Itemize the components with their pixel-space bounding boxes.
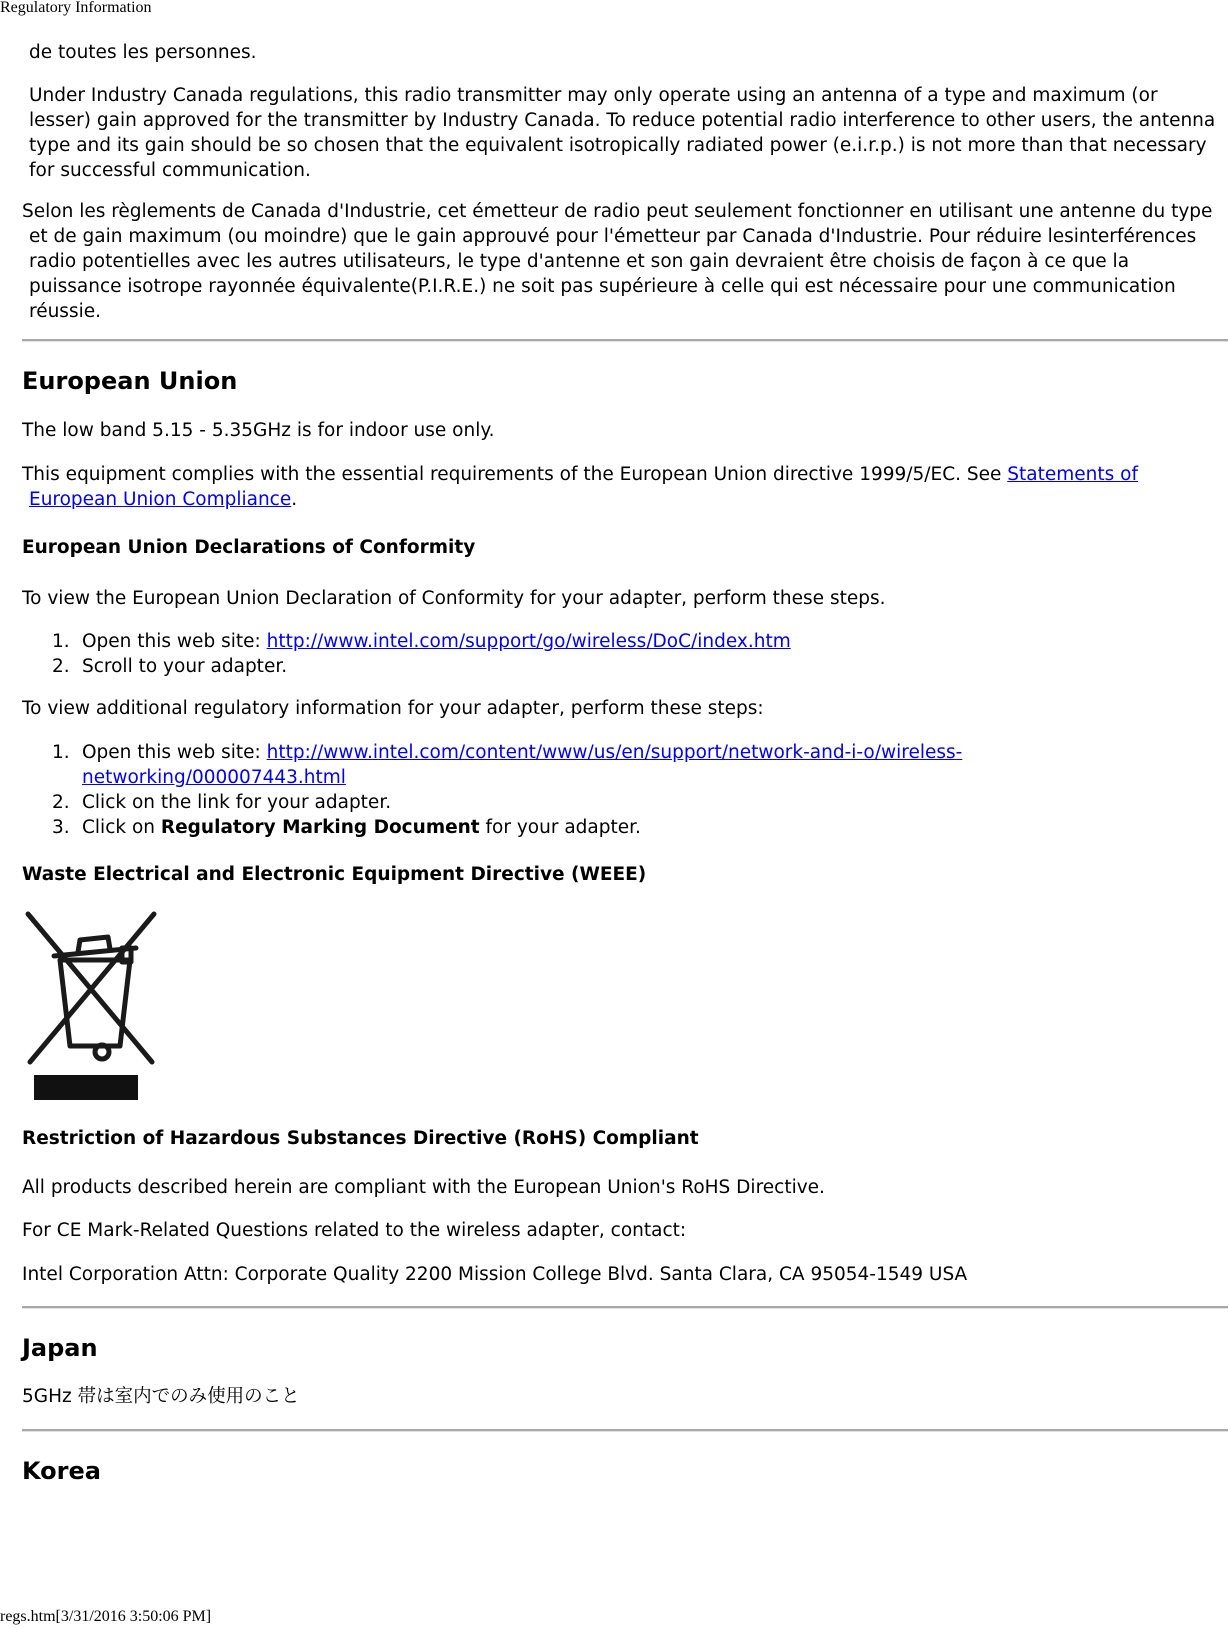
weee-crossed-bin-icon (24, 910, 158, 1100)
eu-compliance-period: . (291, 489, 298, 510)
list-item (22, 654, 1082, 679)
rohs-heading: Restriction of Hazardous Substances Directive (RoHS) Compliant (22, 1128, 699, 1149)
list-number: 2. (52, 656, 70, 677)
add-step3-pre: Click on (82, 817, 161, 838)
additional-info-intro: To view additional regulatory information for your adapter, perform these steps: (22, 698, 764, 719)
eu-doc-steps (22, 629, 1212, 679)
list-item (22, 629, 1082, 654)
eu-doc-heading: European Union Declarations of Conformity (22, 537, 476, 558)
eu-compliance-statements-link[interactable]: Statements of European Union Compliance (29, 464, 1138, 510)
regulatory-marking-document-label: Regulatory Marking Document (160, 817, 480, 838)
eu-compliance-paragraph (22, 462, 1219, 512)
eu-low-band-text: The low band 5.15 - 5.35GHz is for indoor use only. (22, 420, 495, 441)
eu-doc-intro: To view the European Union Declaration of Conformity for your adapter, perform these steps. (22, 588, 886, 609)
rohs-text: All products described herein are compliant with the European Union's RoHS Directive. (22, 1177, 825, 1198)
add-step2-text: Click on the link for your adapter. (82, 792, 392, 813)
list-number: 2. (52, 792, 70, 813)
section-divider (22, 1429, 1228, 1432)
list-number: 3. (52, 817, 70, 838)
list-number: 1. (52, 631, 70, 652)
section-divider (22, 1306, 1228, 1309)
japan-heading: Japan (22, 1334, 98, 1362)
page-footer: regs.htm[3/31/2016 3:50:06 PM] (0, 1608, 212, 1625)
list-item (22, 815, 1082, 840)
korea-heading: Korea (22, 1457, 101, 1485)
additional-info-steps (22, 740, 1212, 840)
list-number: 1. (52, 742, 70, 763)
ce-contact-text: For CE Mark-Related Questions related to the wireless adapter, contact: (22, 1220, 687, 1241)
regulatory-info-link[interactable]: http://www.intel.com/content/www/us/en/support/network-and-i-o/wireless-networking/000007443.html (82, 742, 963, 788)
eu-heading: European Union (22, 367, 238, 395)
weee-heading: Waste Electrical and Electronic Equipment Directive (WEEE) (22, 864, 647, 885)
canada-french-tail: de toutes les personnes. (29, 42, 257, 63)
add-step3-post: for your adapter. (479, 817, 641, 838)
doc-index-link[interactable]: http://www.intel.com/support/go/wireless/DoC/index.htm (266, 631, 791, 652)
list-item (22, 740, 1082, 790)
add-step1-text: Open this web site: (82, 742, 267, 763)
section-divider (22, 339, 1228, 342)
intel-address: Intel Corporation Attn: Corporate Quality 2200 Mission College Blvd. Santa Clara, CA 95054-1549 USA (22, 1264, 968, 1285)
canada-english-paragraph: Under Industry Canada regulations, this radio transmitter may only operate using an antenna of a type and maximum (or lesser) gain approved for the transmitter by Industry Canada. To reduce potential radio interference to other users, the antenna type and its gain should be so chosen that the equivalent isotropically radiated power (e.i.r.p.) is not more than that necessary for successful communication. (29, 85, 1216, 181)
list-item (22, 790, 1082, 815)
doc-step2-text: Scroll to your adapter. (82, 656, 288, 677)
page-header: Regulatory Information (0, 0, 152, 16)
eu-compliance-text: This equipment complies with the essential requirements of the European Union directive 1999/5/EC. See (22, 464, 1008, 485)
canada-french-paragraph: Selon les règlements de Canada d'Industrie, cet émetteur de radio peut seulement fonctionner en utilisant une antenne du type et de gain maximum (ou moindre) que le gain approuvé pour l'émetteur par Canada d'Industrie. Pour réduire lesinterférences radio potentielles avec les autres utilisateurs, le type d'antenne et son gain devraient être choisis de façon à ce que la puissance isotrope rayonnée équivalente(P.I.R.E.) ne soit pas supérieure à celle qui est nécessaire pour une communication réussie. (22, 201, 1213, 322)
doc-step1-text: Open this web site: (82, 631, 267, 652)
japan-text: 5GHz 帯は室内でのみ使用のこと (22, 1386, 300, 1407)
